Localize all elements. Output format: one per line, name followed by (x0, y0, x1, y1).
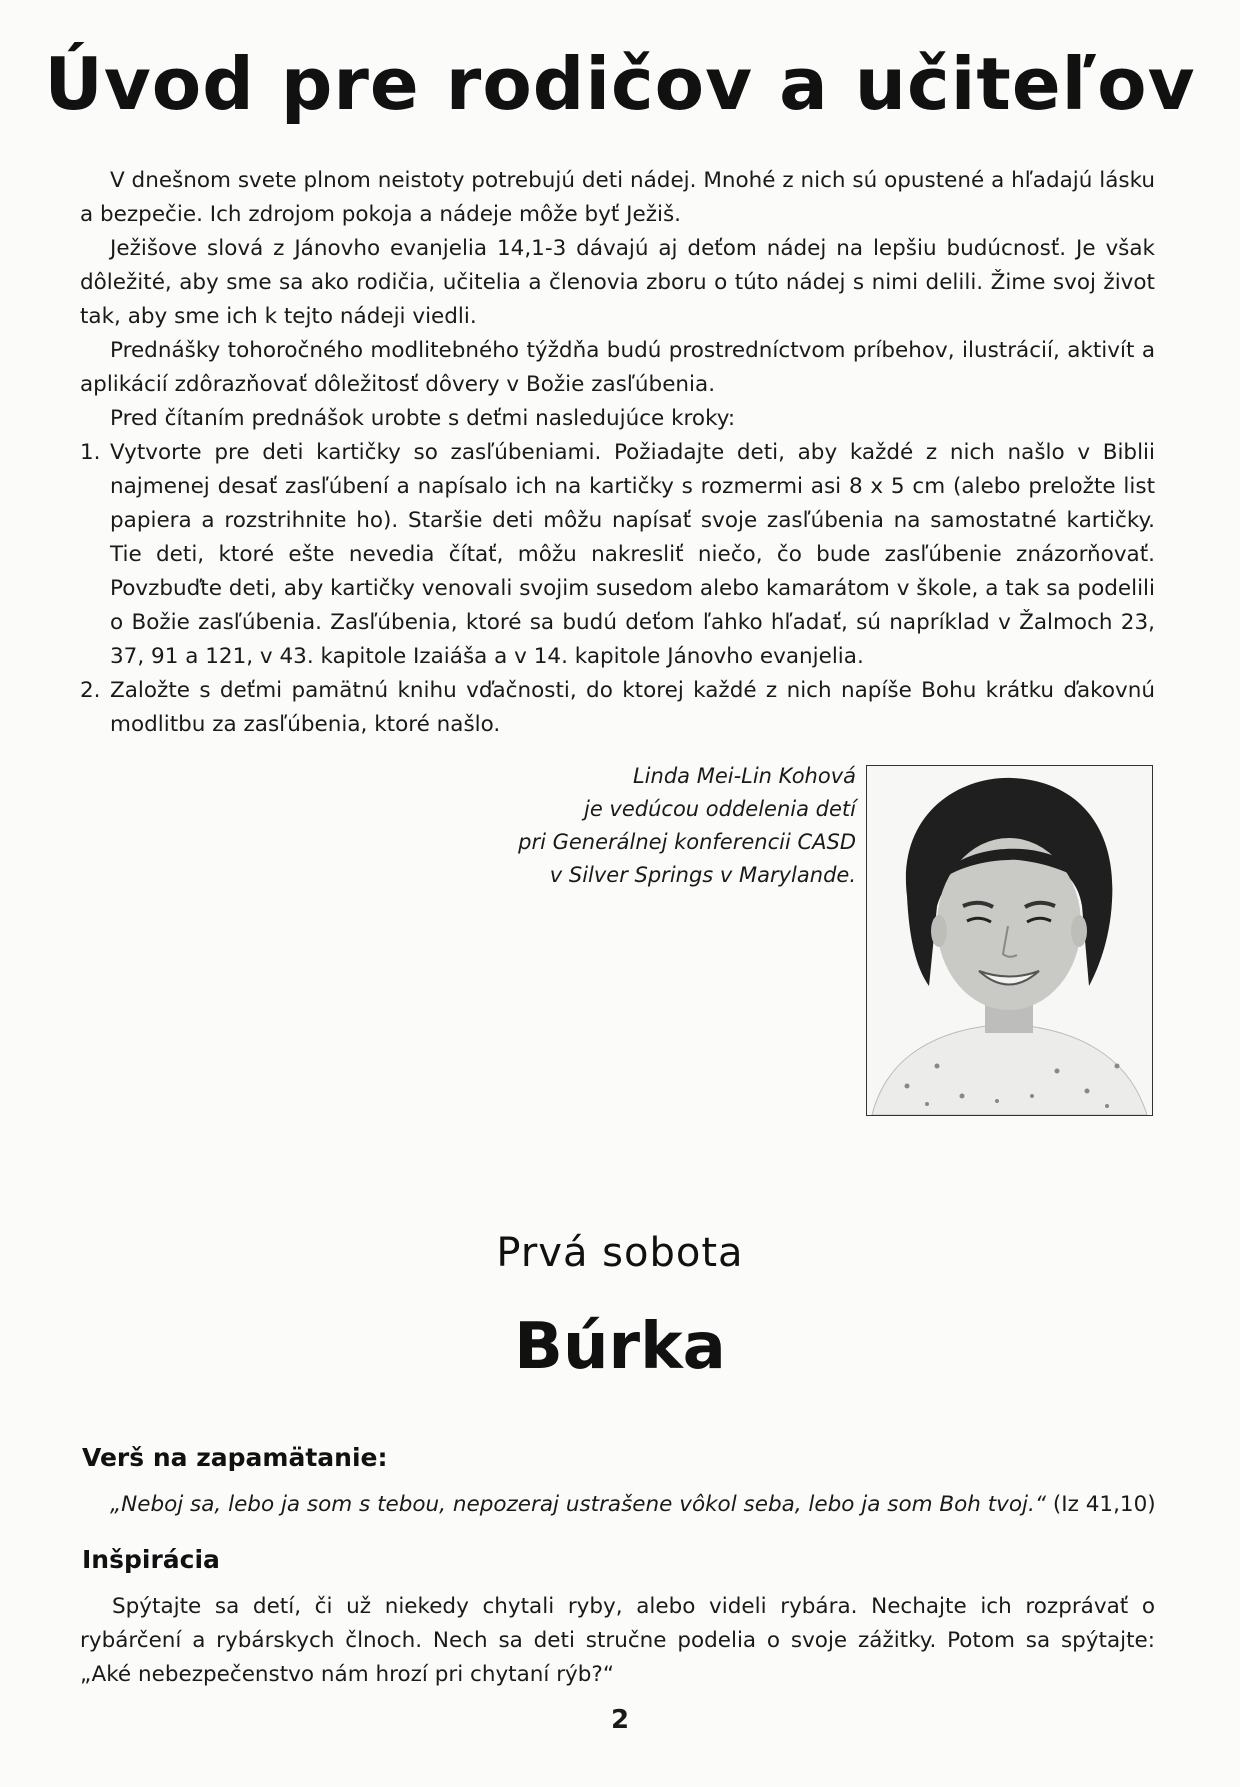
author-caption (420, 760, 856, 892)
portrait-image (867, 766, 1152, 1115)
memory-verse-heading: Verš na zapamätanie: (82, 1443, 388, 1472)
lesson-title: Búrka (514, 1310, 726, 1384)
step-text: Vytvorte pre deti kartičky so zasľúbeniami. Požiadajte deti, aby každé z nich našlo v Biblii najmenej desať zasľúbení a napísalo ich na kartičky s rozmermi asi 8 x 5 cm (alebo preložte list papiera a rozstrihnite ho). Staršie deti môžu napísať svoje zasľúbenia na samostatné kartičky. Tie deti, ktoré ešte nevedia čítať, môžu nakresliť niečo, čo bude zasľúbenie znázorňovať. Povzbuďte deti, aby kartičky venovali svojim susedom alebo kamarátom v škole, a tak sa podelili o Božie zasľúbenia. Zasľúbenia, ktoré sa budú deťom ľahko hľadať, sú napríklad v Žalmoch 23, 37, 91 a 121, v 43. kapitole Izaiáša a v 14. kapitole Jánovho evanjelia. (110, 440, 1155, 669)
intro-paragraph: Prednášky tohoročného modlitebného týždňa budú prostredníctvom príbehov, ilustrácií, aktivít a aplikácií zdôrazňovať dôležitosť dôvery v Božie zasľúbenia. (80, 338, 1155, 397)
lesson-day: Prvá sobota (496, 1230, 744, 1276)
step-number: 1. (80, 440, 101, 465)
intro-section (80, 164, 1155, 742)
step-item (80, 674, 1155, 742)
verse-quote: „Neboj sa, lebo ja som s tebou, nepozeraj ustrašene vôkol seba, lebo ja som Boh tvoj.“ (110, 1492, 1047, 1517)
page-title: Úvod pre rodičov a učiteľov (44, 42, 1196, 126)
step-number: 2. (80, 678, 101, 703)
steps-list (80, 436, 1155, 742)
inspiration-text: Spýtajte sa detí, či už niekedy chytali ryby, alebo videli rybára. Nechajte ich rozprávať o rybárčení a rybárskych člnoch. Nech sa deti stručne podelia o svoje zážitky. Potom sa spýtajte: „Aké nebezpečenstvo nám hrozí pri chytaní rýb?“ (80, 1594, 1155, 1687)
page-number: 2 (610, 1705, 630, 1735)
memory-verse (110, 1488, 1155, 1522)
intro-paragraph: Ježišove slová z Jánovho evanjelia 14,1-3 dávajú aj deťom nádej na lepšiu budúcnosť. Je však dôležité, aby sme sa ako rodičia, učitelia a členovia zboru o túto nádej s nimi delili. Žime svoj život tak, aby sme ich k tejto nádeji viedli. (80, 236, 1155, 329)
step-item (80, 436, 1155, 674)
author-name: Linda Mei-Lin Kohová (632, 764, 856, 788)
intro-paragraph: Pred čítaním prednášok urobte s deťmi nasledujúce kroky: (110, 406, 736, 431)
author-photo (866, 765, 1153, 1116)
step-text: Založte s deťmi pamätnú knihu vďačnosti, do ktorej každé z nich napíše Bohu krátku ďakovnú modlitbu za zasľúbenia, ktoré našlo. (110, 678, 1155, 737)
intro-paragraph: V dnešnom svete plnom neistoty potrebujú deti nádej. Mnohé z nich sú opustené a hľadajú lásku a bezpečie. Ich zdrojom pokoja a nádeje môže byť Ježiš. (80, 168, 1155, 227)
author-org: pri Generálnej konferencii CASD (518, 830, 856, 854)
author-role: je vedúcou oddelenia detí (584, 797, 856, 821)
inspiration-heading: Inšpirácia (82, 1545, 220, 1574)
verse-reference: (Iz 41,10) (1052, 1492, 1156, 1517)
author-location: v Silver Springs v Marylande. (549, 863, 856, 887)
